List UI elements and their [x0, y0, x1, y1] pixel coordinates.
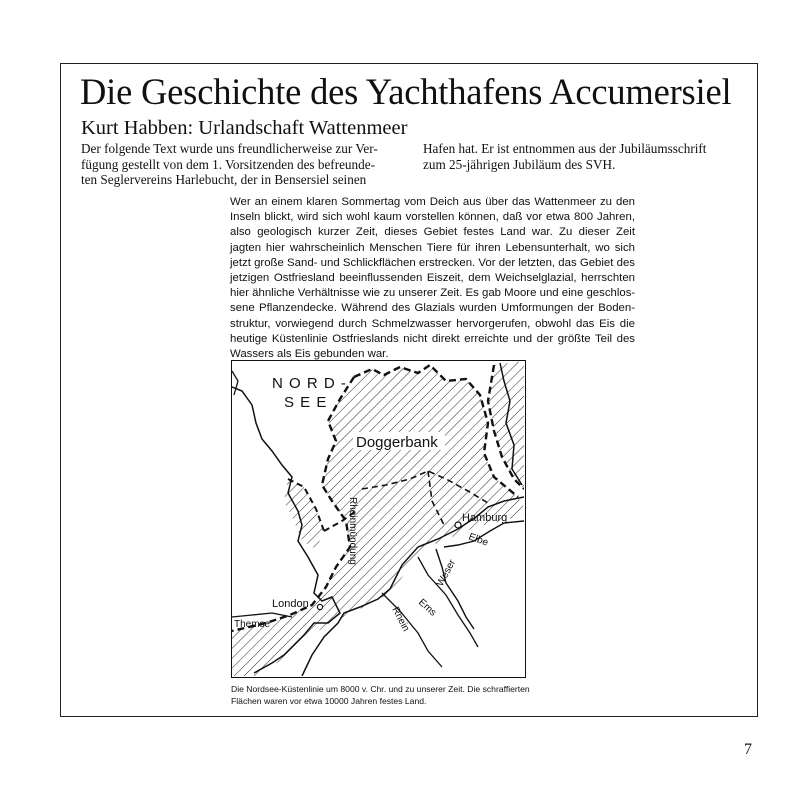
body-line: struktur, vorwiegend durch Schmelzwasser hervorgerufen, obwohl das Eis die	[230, 317, 635, 330]
river-rhein	[382, 593, 442, 667]
intro-line: Der folgende Text wurde uns freundlicherweise zur Ver-	[81, 141, 378, 156]
former-land-west	[284, 479, 324, 549]
body-line: Wassers als Eis gebunden war.	[230, 348, 389, 361]
body-line: also geologisch kurzer Zeit, dieses Gebiet festes Land war. Zu dieser Zeit	[230, 226, 635, 239]
intro-line: zum 25-jährigen Jubiläum des SVH.	[423, 156, 616, 172]
map-label-weser: Weser	[434, 557, 459, 589]
body-line: jetzigen Ostfriesland beeinflussenden Eiszeit, dem Weichselglazial, herrschten	[230, 272, 635, 285]
map-caption	[231, 683, 586, 707]
map-label-elbe: Elbe	[466, 531, 490, 549]
hamburg-marker	[455, 522, 461, 528]
map-label-themse: Themse	[234, 619, 271, 630]
map-label-rheinmuendung: Rheinmündung	[347, 497, 358, 565]
map-label-rhein: Rhein	[389, 605, 412, 634]
map-label-ems: Ems	[415, 597, 439, 619]
intro-column-right	[423, 141, 706, 172]
map-label-doggerbank: Doggerbank	[356, 434, 438, 451]
map-label-london: London	[272, 598, 309, 610]
body-line: jetzt große Sand- und Schlickflächen erstrecken. Vor der letzten, das Gebiet des	[230, 256, 635, 269]
intro-line: fügung gestellt von dem 1. Vorsitzenden des befreunde-	[81, 156, 375, 172]
intro-column-left	[81, 141, 378, 188]
map-label-see: S E E	[284, 394, 328, 411]
body-paragraph	[230, 195, 635, 362]
body-line: hier ähnliche Verhältnisse wie zu unserer Zeit. Es gab Moore und eine geschlos-	[230, 287, 636, 300]
page-title: Die Geschichte des Yachthafens Accumersiel	[80, 71, 732, 112]
body-line: Inseln blickt, wird sich wohl kaum vorstellen können, daß vor etwa 800 Jahren,	[230, 211, 635, 224]
map-label-nord: N O R D -	[272, 375, 347, 392]
intro-line: Hafen hat. Er ist entnommen aus der Jubiläumsschrift	[423, 141, 707, 156]
intro-line: ten Seglervereins Harlebucht, der in Bensersiel seinen	[81, 172, 367, 188]
present-coastline-west	[232, 371, 238, 395]
body-line: heutige Küstenlinie Ostfrieslands nicht direkt erreichte und der größte Teil des	[230, 332, 635, 345]
body-line: Wer an einem klaren Sommertag vom Deich aus über das Wattenmeer zu den	[230, 196, 635, 208]
body-line: sene Pflanzendecke. Während des Glazials wurden Umformungen der Boden-	[230, 302, 635, 315]
article-subtitle: Kurt Habben: Urlandschaft Wattenmeer	[81, 117, 408, 139]
body-line: jagten hier wahrscheinlich Menschen Tiere für ihren Lebensunterhalt, wo sich	[230, 241, 635, 254]
river-weser	[436, 549, 474, 629]
london-marker	[317, 604, 322, 609]
north-sea-map	[231, 360, 526, 678]
page-number: 7	[744, 741, 752, 758]
map-illustration	[232, 361, 524, 676]
caption-line: Flächen waren vor etwa 10000 Jahren festes Land.	[231, 696, 427, 706]
map-label-hamburg: Hamburg	[462, 512, 508, 524]
caption-line: Die Nordsee-Küstenlinie um 8000 v. Chr. und zu unserer Zeit. Die schraffierten	[231, 684, 530, 694]
